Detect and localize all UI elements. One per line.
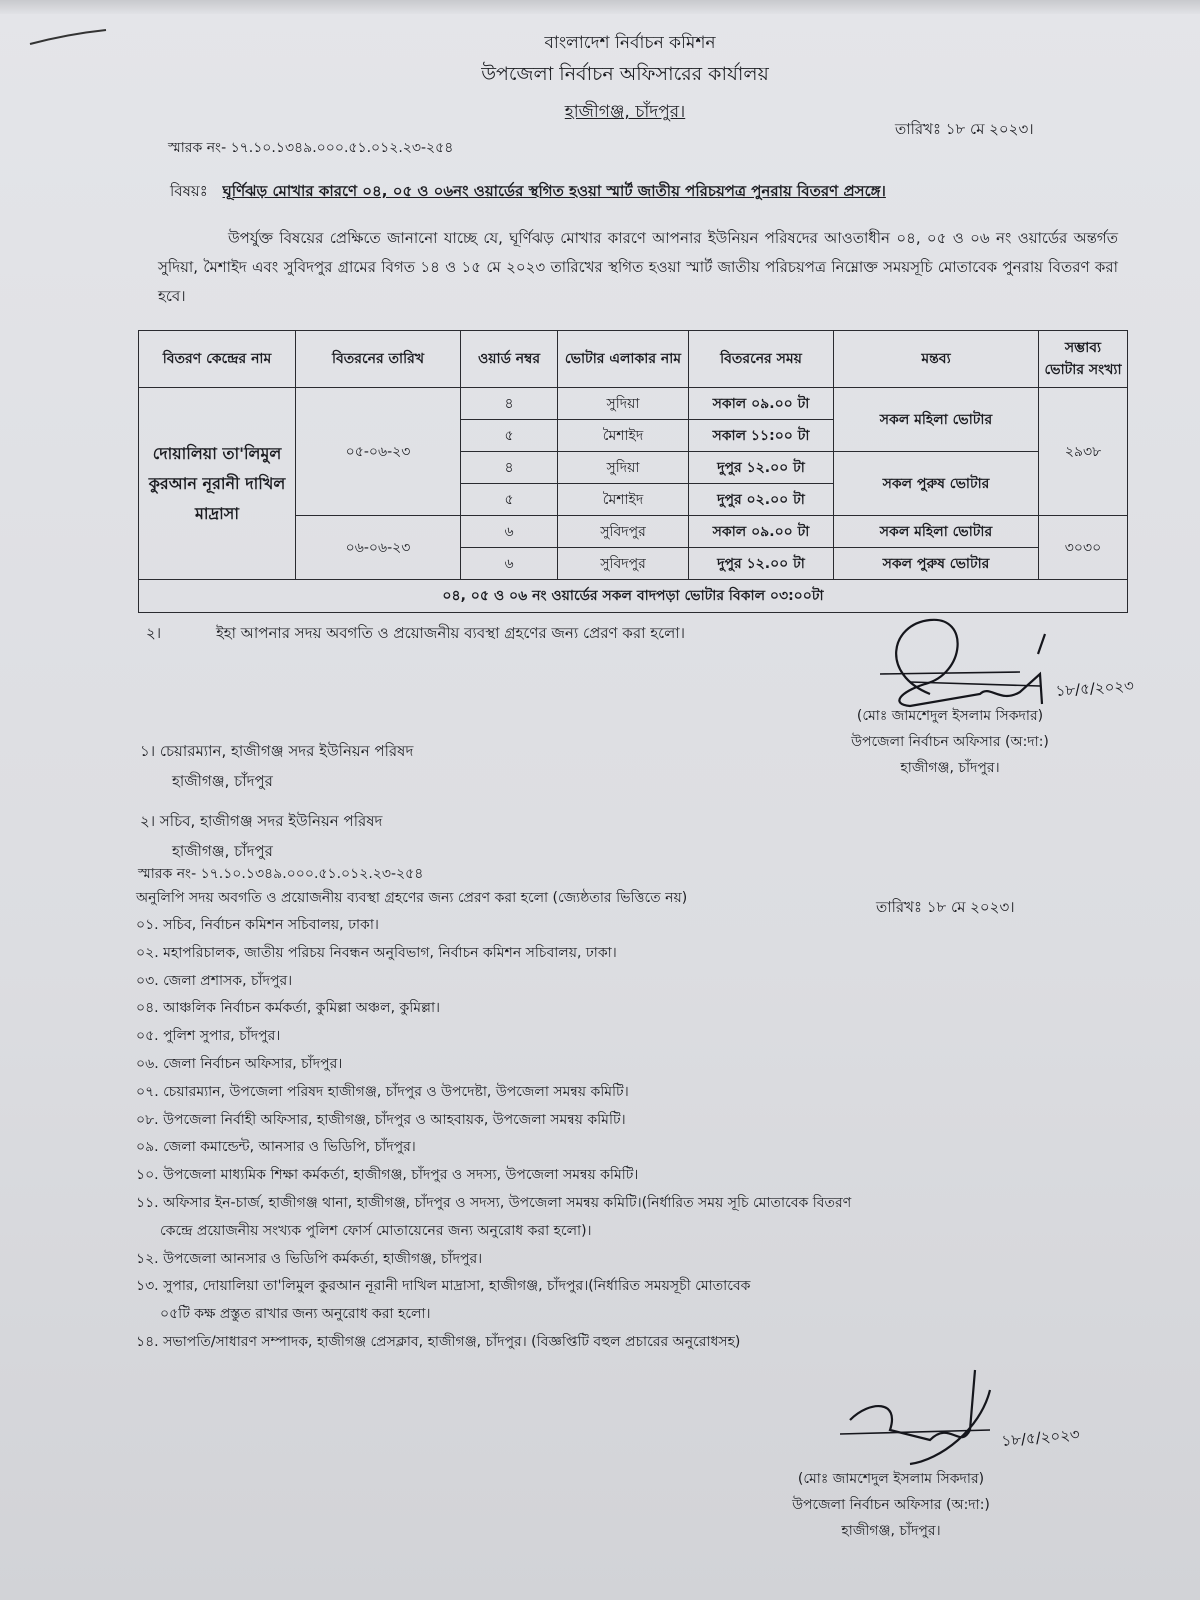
voter-count-cell: ৩০৩০ (1039, 516, 1128, 580)
list-item-continuation: ০৫টি কক্ষ প্রস্তুত রাখার জন্য অনুরোধ করা হলো। (160, 1306, 431, 1323)
subject-text: ঘূর্ণিঝড় মোখার কারণে ০৪, ০৫ ও ০৬নং ওয়ার্ডের স্থগিত হওয়া স্মার্ট জাতীয় পরিচয়পত্র পুনরায় বিতরণ প্রসঙ্গে। (222, 182, 886, 200)
list-item: ০৪. আঞ্চলিক নির্বাচন কর্মকর্তা, কুমিল্লা অঞ্চল, কুমিল্লা। (136, 1000, 441, 1017)
th-center: বিতরণ কেন্দ্রের নাম (139, 331, 296, 388)
voter-count-cell: ২৯৩৮ (1039, 388, 1128, 516)
signer-block-2 (736, 1466, 1046, 1544)
signature-date-2: ১৮/৫/২০২৩ (1000, 1425, 1081, 1450)
signer-place: হাজীগঞ্জ, চাঁদপুর। (900, 760, 1000, 776)
signer-title: উপজেলা নির্বাচন অফিসার (অ:দা:) (792, 1497, 990, 1513)
table-row (139, 388, 1128, 420)
remark-cell: সকল মহিলা ভোটার (834, 516, 1039, 548)
signer-title: উপজেলা নির্বাচন অফিসার (অ:দা:) (851, 734, 1049, 750)
list-item-continuation: কেন্দ্রে প্রয়োজনীয় সংখ্যক পুলিশ ফোর্স মোতায়েনের জন্য অনুরোধ করা হলো)। (160, 1222, 592, 1239)
intro-paragraph: উপর্যুক্ত বিষয়ের প্রেক্ষিতে জানানো যাচ্ছে যে, ঘূর্ণিঝড় মোখার কারণে আপনার ইউনিয়ন পরিষদের আওতাধীন ০৪, ০৫ ও ০৬ নং ওয়ার্ডের অন্তর্গত সুদিয়া, মৈশাইদ এবং সুবিদপুর গ্রামের বিগত ১৪ ও ১৫ মে ২০২৩ তারিখের স্থগিত হওয়া স্মার্ট জাতীয় পরিচয়পত্র নিম্নোক্ত সময়সূচি মোতাবেক পুনরায় বিতরণ করা হবে। (158, 229, 1118, 305)
signature-date-1: ১৮/৫/২০২৩ (1055, 676, 1135, 700)
recipient-1-line2: হাজীগঞ্জ, চাঁদপুর (172, 772, 273, 790)
remark-cell: সকল পুরুষ ভোটার (834, 548, 1039, 580)
list-item: ০১. সচিব, নির্বাচন কমিশন সচিবালয়, ঢাকা। (136, 917, 379, 933)
list-item: ১১. অফিসার ইন-চার্জ, হাজীগঞ্জ থানা, হাজীগঞ্জ, চাঁদপুর ও সদস্য, উপজেলা সমন্বয় কমিটি।(নির্ধারিত সময় সূচি মোতাবেক বিতরণ (136, 1194, 852, 1211)
signature-2 (830, 1360, 1130, 1480)
th-ward: ওয়ার্ড নম্বর (461, 331, 558, 388)
center-name: দোয়ালিয়া তা'লিমুল কুরআন নূরানী দাখিল মাদ্রাসা (139, 388, 296, 580)
list-item: ০৬. জেলা নির্বাচন অফিসার, চাঁদপুর। (136, 1055, 343, 1072)
recipient-2-line2: হাজীগঞ্জ, চাঁদপুর (172, 842, 273, 860)
table-footnote: ০৪, ০৫ ও ০৬ নং ওয়ার্ডের সকল বাদপড়া ভোটার বিকাল ০৩:০০টা (139, 580, 1128, 613)
office-name: উপজেলা নির্বাচন অফিসারের কার্যালয় (481, 63, 769, 85)
list-item: ০৫. পুলিশ সুপার, চাঁদপুর। (136, 1028, 281, 1045)
th-voters: সম্ভাব্য ভোটার সংখ্যা (1039, 331, 1128, 388)
th-date: বিতরনের তারিখ (296, 331, 461, 388)
list-item: ০৩. জেলা প্রশাসক, চাঁদপুর। (136, 972, 293, 989)
list-item: ০৮. উপজেলা নির্বাহী অফিসার, হাজীগঞ্জ, চাঁদপুর ও আহবায়ক, উপজেলা সমন্বয় কমিটি। (136, 1111, 626, 1128)
area-cell: সুদিয়া (558, 452, 689, 484)
signer-name: (মোঃ জামশেদুল ইসলাম সিকদার) (797, 1471, 985, 1487)
th-time: বিতরনের সময় (689, 331, 834, 388)
signer-name: (মোঃ জামশেদুল ইসলাম সিকদার) (856, 708, 1044, 724)
copy-date: তারিখঃ ১৮ মে ২০২৩। (876, 898, 1015, 916)
ward-cell: ৫ (461, 484, 558, 516)
ward-cell: ৪ (461, 452, 558, 484)
office-location: হাজীগঞ্জ, চাঁদপুর। (564, 102, 686, 122)
list-item: ১২. উপজেলা আনসার ও ভিডিপি কর্মকর্তা, হাজীগঞ্জ, চাঁদপুর। (136, 1250, 483, 1267)
area-cell: সুবিদপুর (558, 548, 689, 580)
time-cell: সকাল ১১:০০ টা (689, 420, 834, 452)
distribution-schedule-table (138, 330, 1128, 613)
date-cell: ০৬-০৬-২৩ (296, 516, 461, 580)
commission-name: বাংলাদেশ নির্বাচন কমিশন (544, 33, 716, 53)
area-cell: মৈশাইদ (558, 484, 689, 516)
signer-block-1 (800, 703, 1100, 781)
point-2 (146, 622, 685, 647)
time-cell: সকাল ০৯.০০ টা (689, 516, 834, 548)
th-remarks: মন্তব্য (834, 331, 1039, 388)
th-area: ভোটার এলাকার নাম (558, 331, 689, 388)
ward-cell: ৫ (461, 420, 558, 452)
ward-cell: ৪ (461, 388, 558, 420)
point-2-text: ইহা আপনার সদয় অবগতি ও প্রয়োজনীয় ব্যবস্থা গ্রহণের জন্য প্রেরণ করা হলো। (216, 624, 686, 642)
memo-ref: স্মারক নং- ১৭.১০.১৩৪৯.০০০.৫১.০১২.২৩-২৫৪ (168, 140, 454, 156)
time-cell: দুপুর ১২.০০ টা (689, 452, 834, 484)
subject-label: বিষয়ঃ (170, 182, 208, 200)
list-item: ১৪. সভাপতি/সাধারণ সম্পাদক, হাজীগঞ্জ প্রেসক্লাব, হাজীগঞ্জ, চাঁদপুর। (বিজ্ঞপ্তিটি বহুল প্রচারের অনুরোধসহ) (136, 1333, 741, 1350)
subject-line (170, 180, 886, 205)
time-cell: দুপুর ০২.০০ টা (689, 484, 834, 516)
ward-cell: ৬ (461, 516, 558, 548)
list-item: ১০. উপজেলা মাধ্যমিক শিক্ষা কর্মকর্তা, হাজীগঞ্জ, চাঁদপুর ও সদস্য, উপজেলা সমন্বয় কমিটি। (136, 1167, 639, 1184)
table-footer-row (139, 580, 1128, 613)
remark-cell: সকল পুরুষ ভোটার (834, 452, 1039, 516)
list-item: ০২. মহাপরিচালক, জাতীয় পরিচয় নিবন্ধন অনুবিভাগ, নির্বাচন কমিশন সচিবালয়, ঢাকা। (136, 944, 617, 961)
area-cell: সুবিদপুর (558, 516, 689, 548)
list-item: ০৯. জেলা কমান্ডেন্ট, আনসার ও ভিডিপি, চাঁদপুর। (136, 1139, 416, 1156)
recipient-2-line1: ২। সচিব, হাজীগঞ্জ সদর ইউনিয়ন পরিষদ (140, 812, 383, 830)
list-item: ০৭. চেয়ারম্যান, উপজেলা পরিষদ হাজীগঞ্জ, চাঁদপুর ও উপদেষ্টা, উপজেলা সমন্বয় কমিটি। (136, 1083, 629, 1100)
remark-cell: সকল মহিলা ভোটার (834, 388, 1039, 452)
point-2-number: ২। (146, 624, 162, 642)
page-fold-shadow (0, 0, 1200, 14)
area-cell: মৈশাইদ (558, 420, 689, 452)
time-cell: সকাল ০৯.০০ টা (689, 388, 834, 420)
copy-ref: স্মারক নং- ১৭.১০.১৩৪৯.০০০.৫১.০১২.২৩-২৫৪ (138, 866, 424, 882)
date-cell: ০৫-০৬-২৩ (296, 388, 461, 516)
area-cell: সুদিয়া (558, 388, 689, 420)
copy-intro: অনুলিপি সদয় অবগতি ও প্রয়োজনীয় ব্যবস্থা গ্রহণের জন্য প্রেরণ করা হলো (জ্যেষ্ঠতার ভিত্তিতে নয়) (136, 890, 688, 906)
recipient-1 (140, 736, 413, 796)
recipient-1-line1: ১। চেয়ারম্যান, হাজীগঞ্জ সদর ইউনিয়ন পরিষদ (140, 742, 414, 760)
table-header-row (139, 331, 1128, 388)
ward-cell: ৬ (461, 548, 558, 580)
copy-recipient-list (136, 912, 1096, 1357)
time-cell: দুপুর ১২.০০ টা (689, 548, 834, 580)
signer-place: হাজীগঞ্জ, চাঁদপুর। (841, 1523, 941, 1539)
list-item: ১৩. সুপার, দোয়ালিয়া তা'লিমুল কুরআন নূরানী দাখিল মাদ্রাসা, হাজীগঞ্জ, চাঁদপুর।(নির্ধারিত সময়সূচী মোতাবেক (136, 1278, 751, 1295)
memo-date: তারিখঃ ১৮ মে ২০২৩। (895, 120, 1034, 138)
recipient-2 (140, 806, 382, 866)
